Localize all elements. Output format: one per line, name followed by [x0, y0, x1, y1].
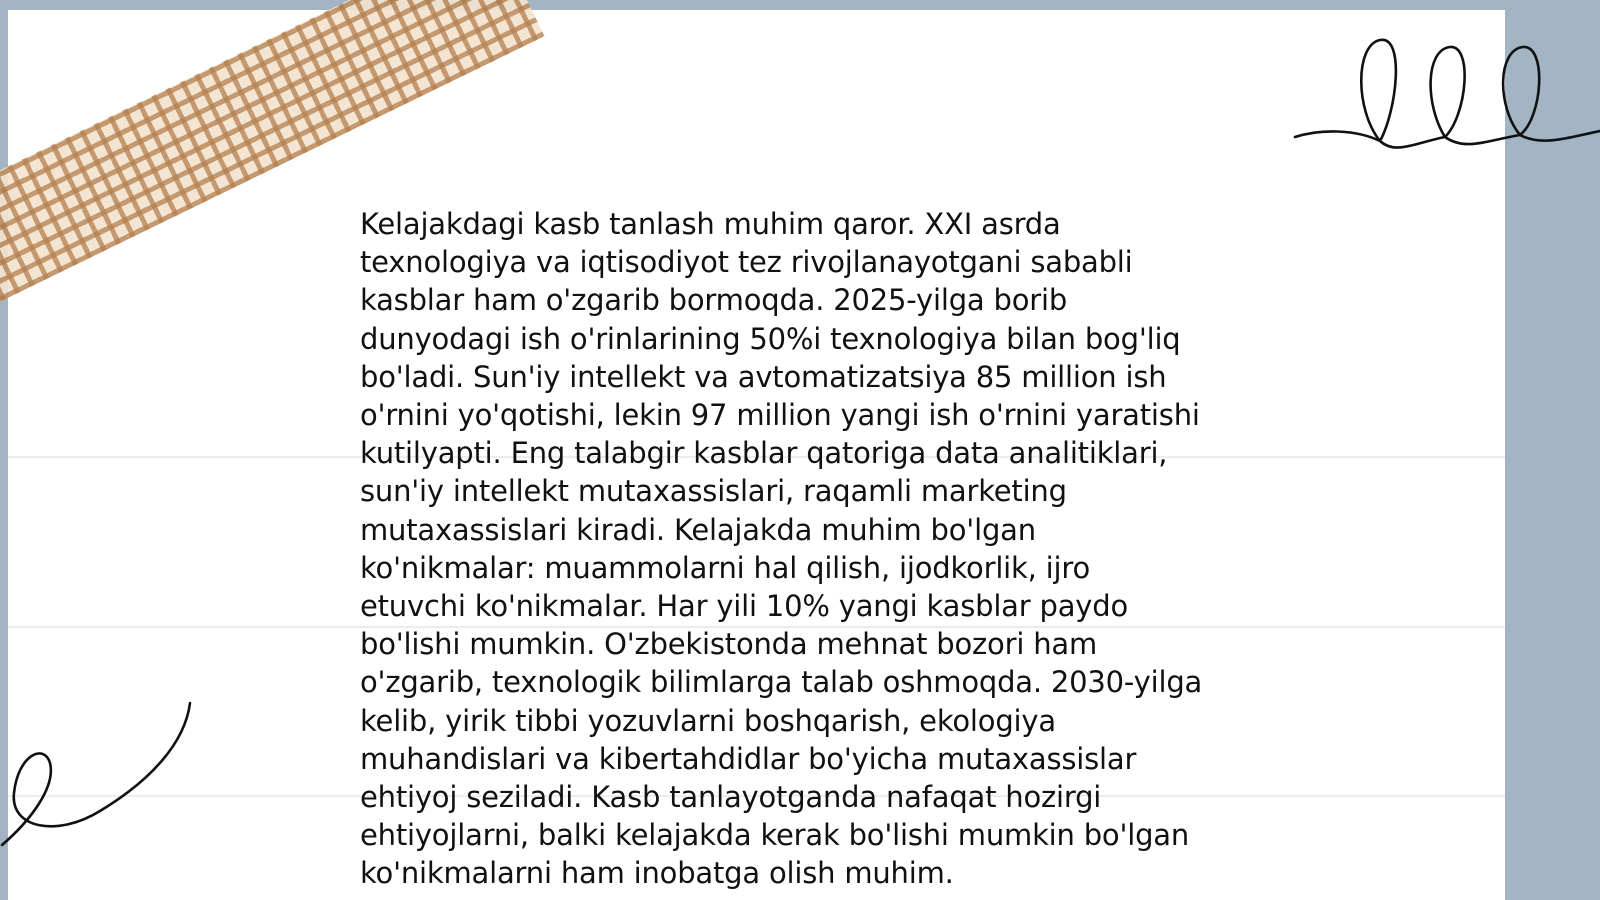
paragraph-line: o'zgarib, texnologik bilimlarga talab oshmoqda. 2030-yilga — [360, 665, 1203, 700]
paragraph-line: dunyodagi ish o'rinlarining 50%i texnologiya bilan bog'liq — [360, 321, 1181, 356]
loop-squiggle-icon — [1285, 25, 1600, 170]
paragraph-line: mutaxassislari kiradi. Kelajakda muhim bo'lgan — [360, 512, 1036, 547]
paragraph-line: bo'ladi. Sun'iy intellekt va avtomatizatsiya 85 million ish — [360, 359, 1167, 394]
paragraph-line: bo'lishi mumkin. O'zbekistonda mehnat bozori ham — [360, 627, 1097, 662]
paragraph-line: Kelajakdagi kasb tanlash muhim qaror. XXI asrda — [360, 207, 1061, 241]
swirl-squiggle-icon — [0, 695, 205, 855]
paragraph-line: sun'iy intellekt mutaxassislari, raqamli marketing — [360, 474, 1067, 509]
paragraph-line: kelib, yirik tibbi yozuvlarni boshqarish, ekologiya — [360, 703, 1056, 738]
paragraph-line: o'rnini yo'qotishi, lekin 97 million yangi ish o'rnini yaratishi — [360, 398, 1200, 433]
paragraph-line: ehtiyoj seziladi. Kasb tanlayotganda nafaqat hozirgi — [360, 780, 1102, 815]
paragraph-line: ko'nikmalar: muammolarni hal qilish, ijodkorlik, ijro — [360, 550, 1091, 585]
paragraph-line: texnologiya va iqtisodiyot tez rivojlanayotgani sababli — [360, 245, 1133, 280]
paragraph-line: etuvchi ko'nikmalar. Har yili 10% yangi kasblar paydo — [360, 589, 1128, 624]
paragraph-line: ehtiyojlarni, balki kelajakda kerak bo'lishi mumkin bo'lgan — [360, 818, 1190, 853]
body-paragraph — [360, 205, 1260, 893]
paragraph-line: kutilyapti. Eng talabgir kasblar qatoriga data analitiklari, — [360, 436, 1168, 471]
paragraph-line: ko'nikmalarni ham inobatga olish muhim. — [360, 856, 954, 891]
paragraph-line: kasblar ham o'zgarib bormoqda. 2025-yilga borib — [360, 283, 1068, 318]
paragraph-line: muhandislari va kibertahdidlar bo'yicha mutaxassislar — [360, 741, 1137, 776]
